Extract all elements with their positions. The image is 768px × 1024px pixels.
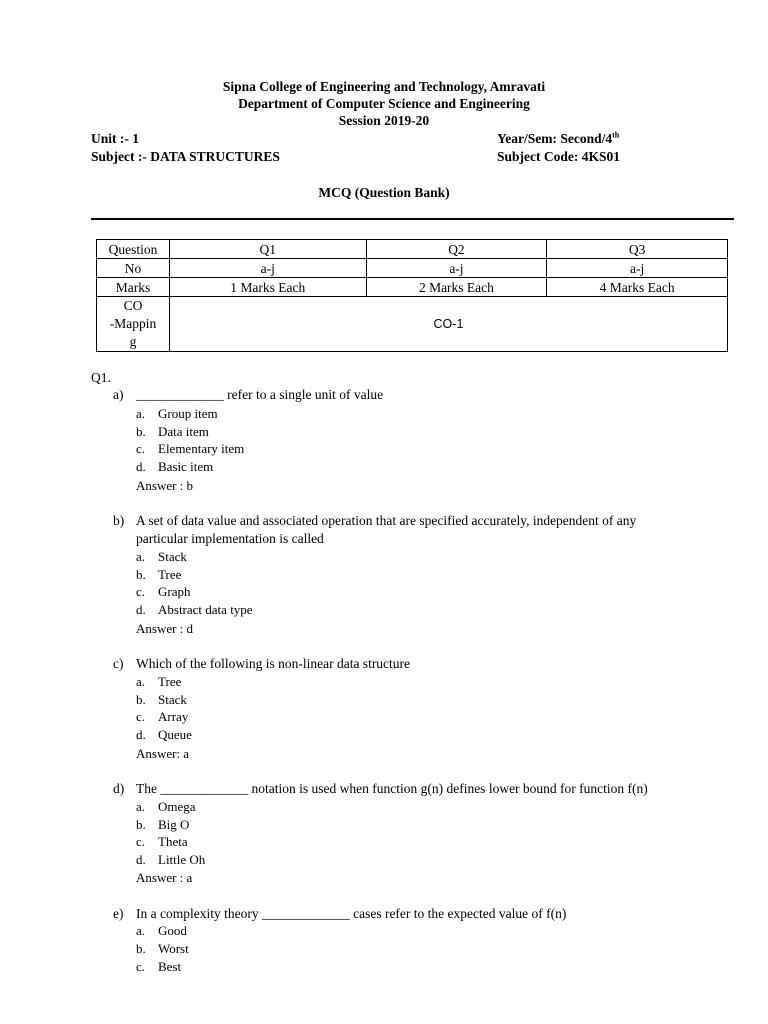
unit-label: Unit :- 1 xyxy=(91,131,139,146)
table-cell: a-j xyxy=(366,259,547,278)
answer: Answer : a xyxy=(136,870,193,885)
table-row xyxy=(97,278,728,297)
table-cell: 2 Marks Each xyxy=(366,278,547,297)
question-label: e) xyxy=(113,906,124,921)
table-cell: Q3 xyxy=(547,240,728,259)
question-text: particular implementation is called xyxy=(136,531,324,546)
session: Session 2019-20 xyxy=(338,113,430,128)
table-cell: 1 Marks Each xyxy=(169,278,366,297)
answer: Answer : b xyxy=(136,478,194,493)
table-cell: Marks xyxy=(97,278,170,297)
table-cell: Q2 xyxy=(366,240,547,259)
section-label: Q1. xyxy=(91,370,111,385)
question-text: A set of data value and associated operation that are specified accurately, independent of any xyxy=(136,513,637,528)
info-table xyxy=(96,239,728,352)
co-mapping-label xyxy=(97,297,170,352)
department-name: Department of Computer Science and Engineering xyxy=(238,96,530,111)
table-row xyxy=(97,240,728,259)
subject-code: Subject Code: 4KS01 xyxy=(497,149,621,164)
question-label: b) xyxy=(113,513,125,528)
table-cell: a-j xyxy=(169,259,366,278)
table-cell: Q1 xyxy=(169,240,366,259)
table-row xyxy=(97,259,728,278)
table-cell: No xyxy=(97,259,170,278)
co-mapping-value: CO-1 xyxy=(169,297,727,352)
year-sem: Year/Sem: Second/4th xyxy=(497,130,620,146)
answer: Answer : d xyxy=(136,621,194,636)
horizontal-rule xyxy=(91,218,734,220)
table-row xyxy=(97,297,728,352)
co-label-line: g xyxy=(129,334,137,349)
table-cell: 4 Marks Each xyxy=(547,278,728,297)
question-text: _____________ refer to a single unit of value xyxy=(136,387,384,402)
college-name: Sipna College of Engineering and Technology, Amravati xyxy=(222,79,546,94)
question-text: The _____________ notation is used when function g(n) defines lower bound for function f(n) xyxy=(136,781,648,796)
subject-label: Subject :- DATA STRUCTURES xyxy=(91,149,280,164)
answer: Answer: a xyxy=(136,746,190,761)
table-cell: Question xyxy=(97,240,170,259)
question-label: d) xyxy=(113,781,125,796)
question-label: c) xyxy=(113,656,124,671)
question-text: Which of the following is non-linear data structure xyxy=(136,656,411,671)
co-label-line: CO xyxy=(123,298,143,313)
co-label-line: -Mappin xyxy=(109,316,157,331)
question-text: In a complexity theory _____________ cases refer to the expected value of f(n) xyxy=(136,906,567,921)
doc-title: MCQ (Question Bank) xyxy=(318,185,450,200)
question-label: a) xyxy=(113,387,124,402)
table-cell: a-j xyxy=(547,259,728,278)
